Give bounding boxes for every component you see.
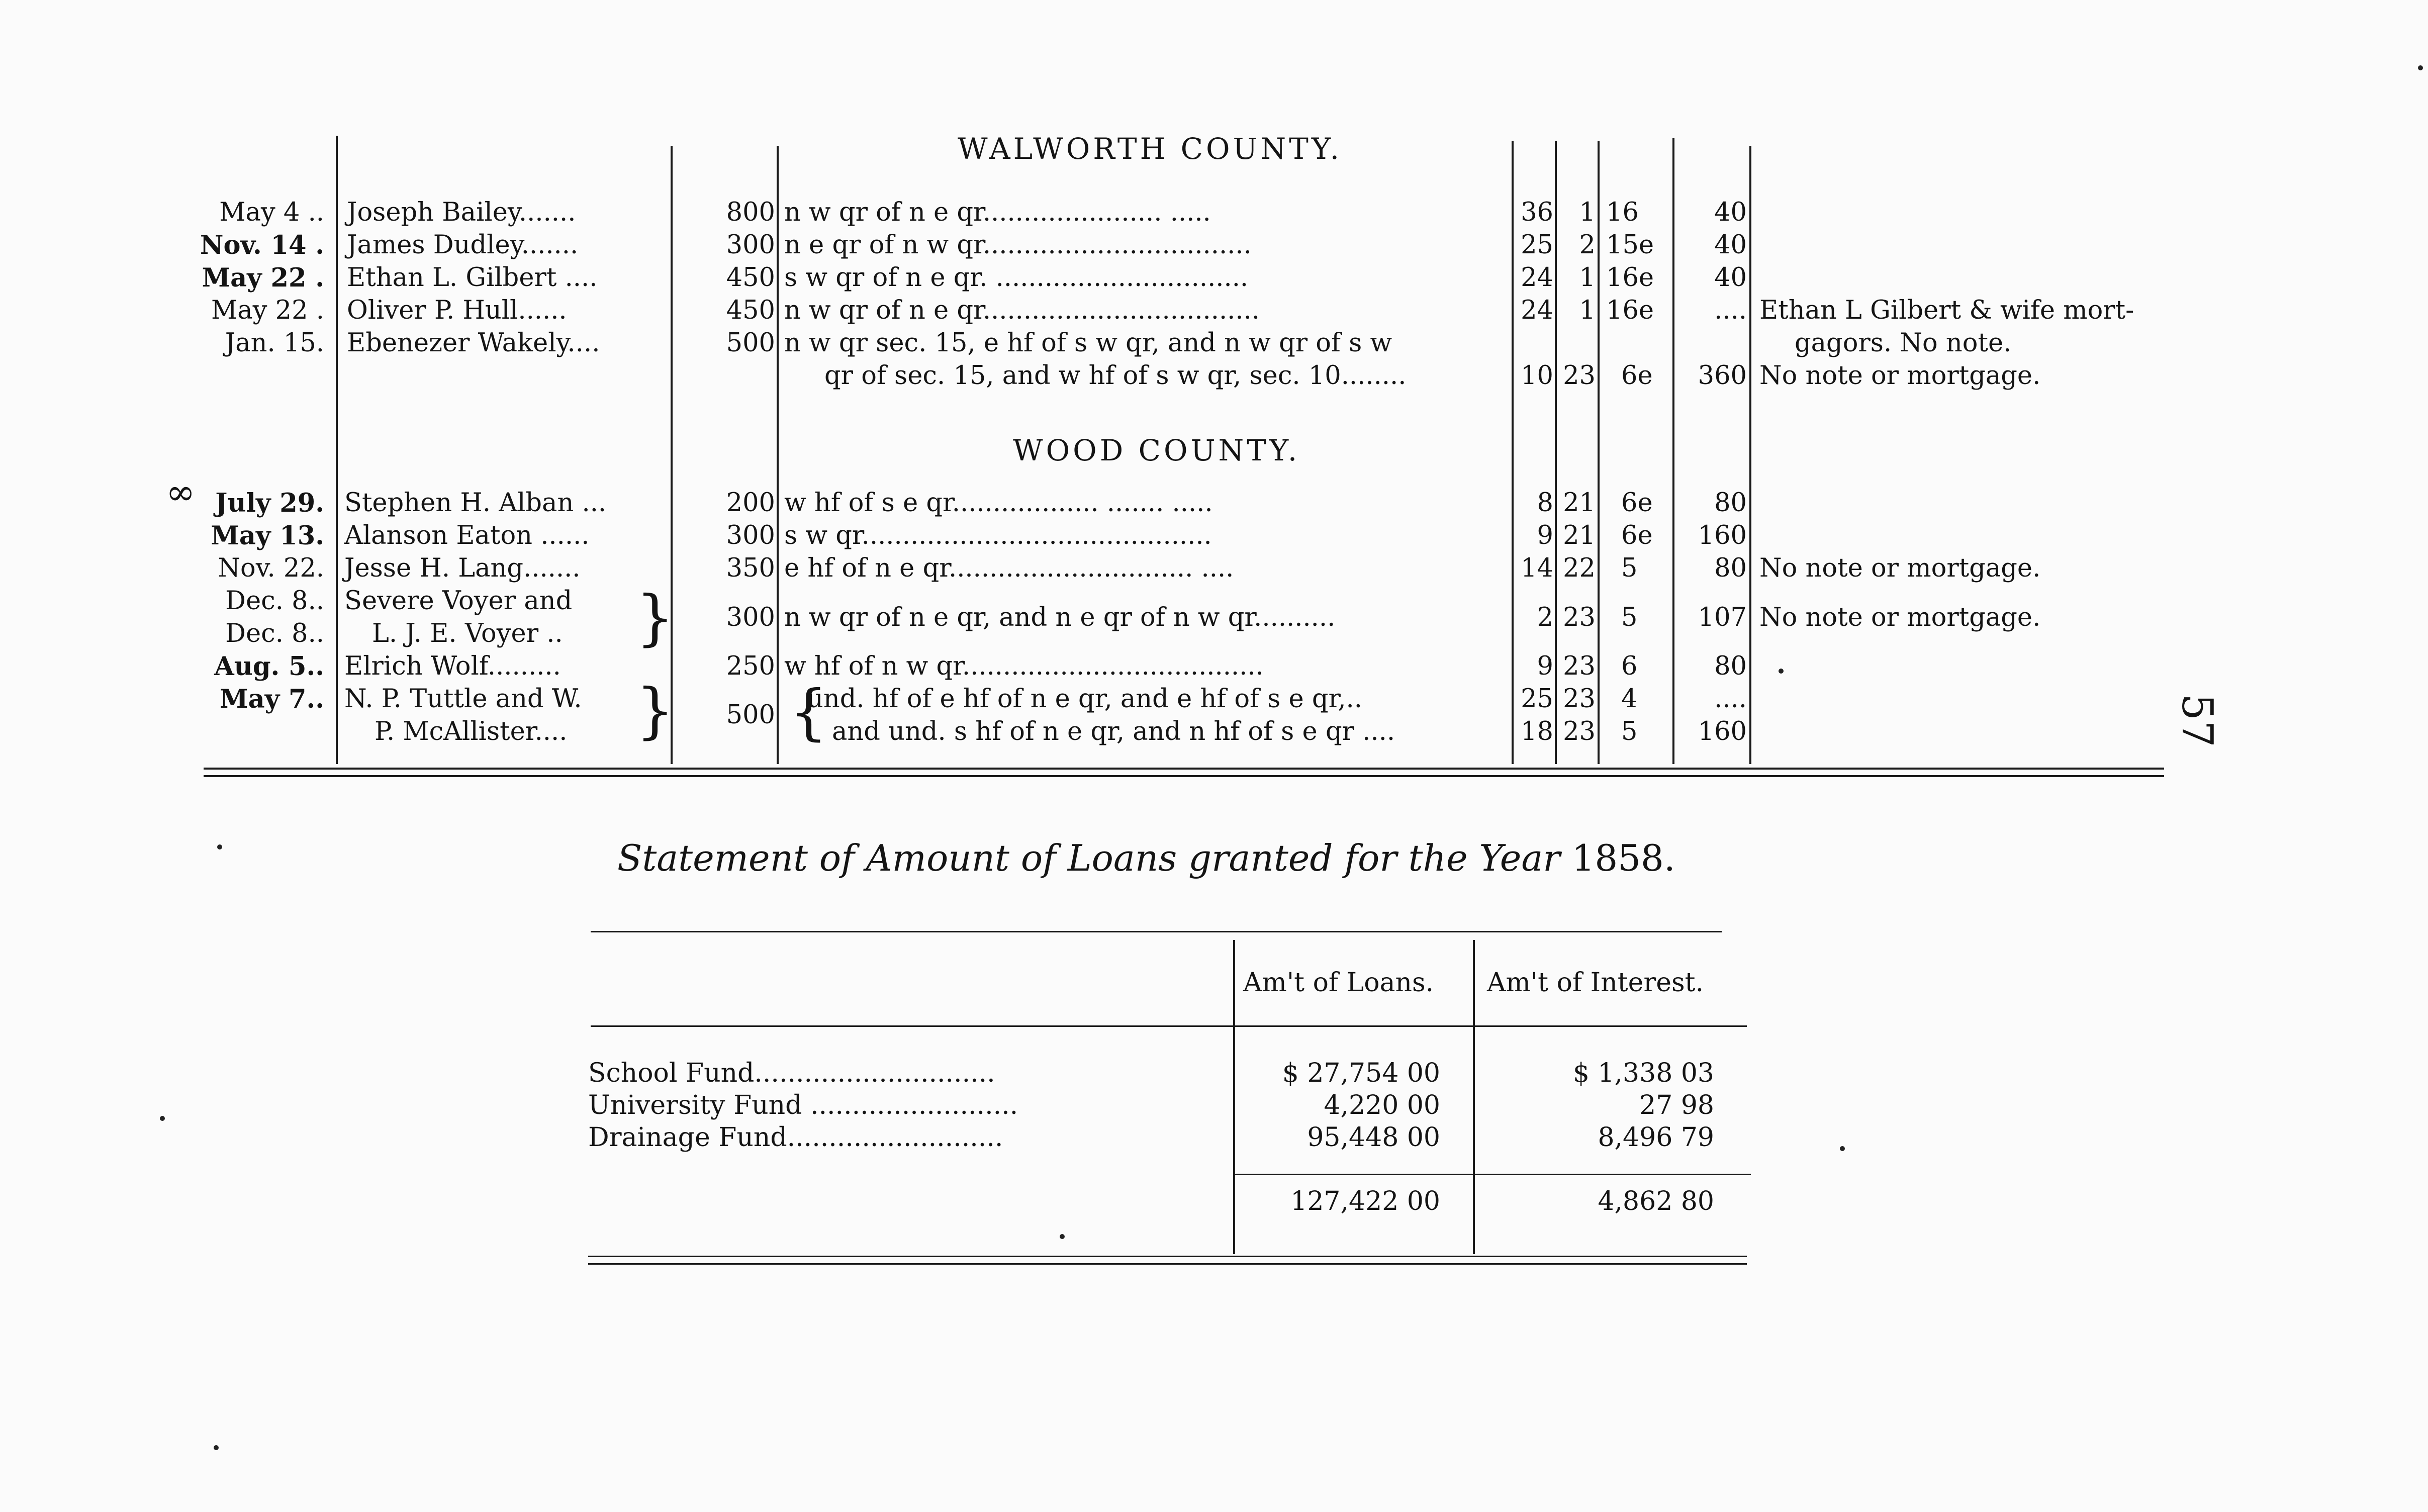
scan-speck	[214, 1445, 219, 1450]
row-acres: ....	[1714, 296, 1747, 325]
row-date: Dec. 8..	[225, 619, 324, 648]
row-description: und. hf of e hf of n e qr, and e hf of s e qr,..	[807, 684, 1362, 714]
scan-speck	[160, 1116, 165, 1121]
row-range: 6	[1621, 651, 1638, 681]
row-description: n w qr of n e qr..................................	[784, 296, 1260, 325]
statement-col-rule	[1233, 940, 1235, 1254]
row-township: 23	[1563, 651, 1596, 681]
row-description: qr of sec. 15, and w hf of s w qr, sec. 10........	[824, 361, 1407, 391]
row-date: May 22 .	[211, 296, 324, 325]
row-amount: 450	[726, 263, 775, 293]
rule-sec-twp	[1555, 141, 1557, 764]
subtotal-rule	[1233, 1174, 1751, 1175]
statement-bottom-rule	[588, 1263, 1747, 1265]
row-description: s w qr...........................................	[784, 521, 1212, 550]
row-amount: 800	[726, 198, 775, 227]
right-brace: }	[636, 583, 675, 653]
table-bottom-rule	[204, 775, 2164, 777]
total-loans: 127,422 00	[1290, 1186, 1440, 1216]
row-acres: 40	[1714, 198, 1747, 227]
row-township: 1	[1579, 263, 1596, 293]
row-range: 6e	[1621, 488, 1653, 518]
scan-speck	[1779, 669, 1784, 674]
row-amount: 300	[726, 521, 775, 550]
row-date: May 4 ..	[219, 198, 324, 227]
row-section: 36	[1521, 198, 1553, 227]
header-interest: Am't of Interest.	[1487, 968, 1704, 998]
page-number: 57	[2173, 694, 2222, 747]
statement-title	[617, 837, 1675, 879]
rule-twp-rng	[1598, 141, 1600, 764]
row-range: 6e	[1621, 361, 1653, 391]
row-township: 22	[1563, 553, 1596, 583]
row-acres: 360	[1698, 361, 1747, 391]
row-section: 18	[1521, 717, 1553, 746]
row-section: 8	[1537, 488, 1553, 518]
rule-desc-sec	[1512, 141, 1514, 764]
row-date: Jan. 15.	[225, 328, 324, 358]
row-date: Dec. 8..	[225, 586, 324, 616]
row-acres: 40	[1714, 263, 1747, 293]
row-amount: 300	[726, 230, 775, 260]
statement-col-rule	[1473, 940, 1475, 1254]
row-section: 10	[1521, 361, 1553, 391]
row-range: 15e	[1606, 230, 1654, 260]
rule-rng-acres	[1672, 138, 1674, 764]
row-name: Alanson Eaton ......	[344, 521, 590, 550]
row-range: 5	[1621, 553, 1638, 583]
row-name: Severe Voyer and	[344, 586, 573, 616]
row-acres: 107	[1698, 603, 1747, 632]
row-date: Aug. 5..	[214, 651, 324, 682]
row-description: s w qr of n e qr. ...............................	[784, 263, 1249, 293]
row-section: 24	[1521, 263, 1553, 293]
right-brace: }	[636, 676, 675, 746]
row-name: Elrich Wolf.........	[344, 651, 561, 681]
row-date: May 22 .	[202, 263, 324, 293]
row-amount: 350	[726, 553, 775, 583]
margin-mark: ∞	[166, 471, 196, 513]
row-range: 6e	[1621, 521, 1653, 550]
row-date: May 7..	[220, 684, 324, 714]
fund-interest: 27 98	[1639, 1090, 1714, 1120]
row-section: 9	[1537, 521, 1553, 550]
wood-county-title: WOOD COUNTY.	[1013, 433, 1300, 467]
row-section: 2	[1537, 603, 1553, 632]
rule-acres-remark	[1749, 146, 1751, 764]
total-interest: 4,862 80	[1598, 1186, 1714, 1216]
row-amount: 250	[726, 651, 775, 681]
row-remark: Ethan L Gilbert & wife mort-	[1759, 296, 2134, 325]
left-brace: {	[789, 678, 828, 747]
scan-speck	[2418, 65, 2423, 70]
statement-title-year: 1858.	[1571, 837, 1675, 879]
row-name: P. McAllister....	[375, 717, 568, 746]
row-name: L. J. E. Voyer ..	[372, 619, 563, 648]
rule-amount-desc	[777, 146, 779, 764]
row-township: 21	[1563, 521, 1596, 550]
row-range: 16e	[1606, 263, 1654, 293]
row-acres: ....	[1714, 684, 1747, 714]
row-acres: 80	[1714, 651, 1747, 681]
row-name: N. P. Tuttle and W.	[344, 684, 582, 714]
fund-loans: 95,448 00	[1307, 1122, 1440, 1153]
row-date: May 13.	[211, 521, 324, 551]
row-township: 1	[1579, 198, 1596, 227]
row-range: 4	[1621, 684, 1638, 714]
scan-speck	[1840, 1146, 1845, 1151]
fund-label: School Fund.............................	[588, 1058, 995, 1088]
row-township: 23	[1563, 717, 1596, 746]
row-acres: 160	[1698, 521, 1747, 550]
row-section: 24	[1521, 296, 1553, 325]
fund-interest: $ 1,338 03	[1572, 1058, 1714, 1088]
row-name: Stephen H. Alban ...	[344, 488, 607, 518]
fund-label: University Fund .........................	[588, 1090, 1018, 1120]
fund-loans: $ 27,754 00	[1282, 1058, 1440, 1088]
row-description: n w qr of n e qr...................... .....	[784, 198, 1211, 227]
row-description: w hf of n w qr.....................................	[784, 651, 1264, 681]
row-township: 23	[1563, 361, 1596, 391]
row-name: Ethan L. Gilbert ....	[347, 263, 598, 293]
row-name: James Dudley.......	[347, 230, 579, 260]
row-section: 9	[1537, 651, 1553, 681]
row-remark: No note or mortgage.	[1759, 361, 2041, 391]
rule-name-amount	[671, 146, 673, 764]
row-township: 21	[1563, 488, 1596, 518]
row-description: n w qr of n e qr, and n e qr of n w qr..........	[784, 603, 1336, 632]
row-section: 25	[1521, 230, 1553, 260]
row-description: n e qr of n w qr.................................	[784, 230, 1252, 260]
row-section: 14	[1521, 553, 1553, 583]
row-description: w hf of s e qr.................. ....... .....	[784, 488, 1213, 518]
row-date: Nov. 14 .	[200, 230, 324, 260]
table-bottom-rule	[204, 768, 2164, 770]
row-township: 23	[1563, 603, 1596, 632]
fund-interest: 8,496 79	[1598, 1122, 1714, 1153]
statement-top-rule	[591, 931, 1722, 932]
row-township: 23	[1563, 684, 1596, 714]
row-name: Ebenezer Wakely....	[347, 328, 600, 358]
scan-speck	[1060, 1234, 1065, 1239]
row-range: 5	[1621, 603, 1638, 632]
row-township: 2	[1579, 230, 1596, 260]
row-acres: 160	[1698, 717, 1747, 746]
fund-label: Drainage Fund..........................	[588, 1122, 1003, 1153]
row-amount: 450	[726, 296, 775, 325]
scan-speck	[217, 844, 222, 849]
row-name: Joseph Bailey.......	[347, 198, 576, 227]
row-name: Jesse H. Lang.......	[344, 553, 581, 583]
walworth-county-title: WALWORTH COUNTY.	[958, 132, 1343, 166]
row-remark: No note or mortgage.	[1759, 553, 2041, 583]
row-amount: 300	[726, 603, 775, 632]
row-acres: 80	[1714, 553, 1747, 583]
row-remark: No note or mortgage.	[1759, 603, 2041, 632]
row-section: 25	[1521, 684, 1553, 714]
statement-bottom-rule	[588, 1256, 1747, 1257]
header-rule	[591, 1025, 1747, 1027]
row-acres: 80	[1714, 488, 1747, 518]
row-amount: 500	[726, 328, 775, 358]
row-date: Nov. 22.	[218, 553, 324, 583]
statement-title-text: Statement of Amount of Loans granted for the Year	[617, 837, 1560, 879]
row-range: 16e	[1606, 296, 1654, 325]
row-amount: 200	[726, 488, 775, 518]
row-acres: 40	[1714, 230, 1747, 260]
row-name: Oliver P. Hull......	[347, 296, 567, 325]
row-description: n w qr sec. 15, e hf of s w qr, and n w qr of s w	[784, 328, 1392, 358]
row-description: e hf of n e qr.............................. ....	[784, 553, 1234, 583]
row-description: and und. s hf of n e qr, and n hf of s e qr ....	[832, 717, 1395, 746]
row-range: 5	[1621, 717, 1638, 746]
row-date: July 29.	[215, 488, 324, 518]
row-range: 16	[1606, 198, 1639, 227]
header-loans: Am't of Loans.	[1243, 968, 1434, 998]
fund-loans: 4,220 00	[1324, 1090, 1440, 1120]
row-township: 1	[1579, 296, 1596, 325]
row-remark: gagors. No note.	[1795, 328, 2012, 358]
rule-date-name	[336, 136, 338, 764]
row-amount: 500	[726, 700, 775, 730]
